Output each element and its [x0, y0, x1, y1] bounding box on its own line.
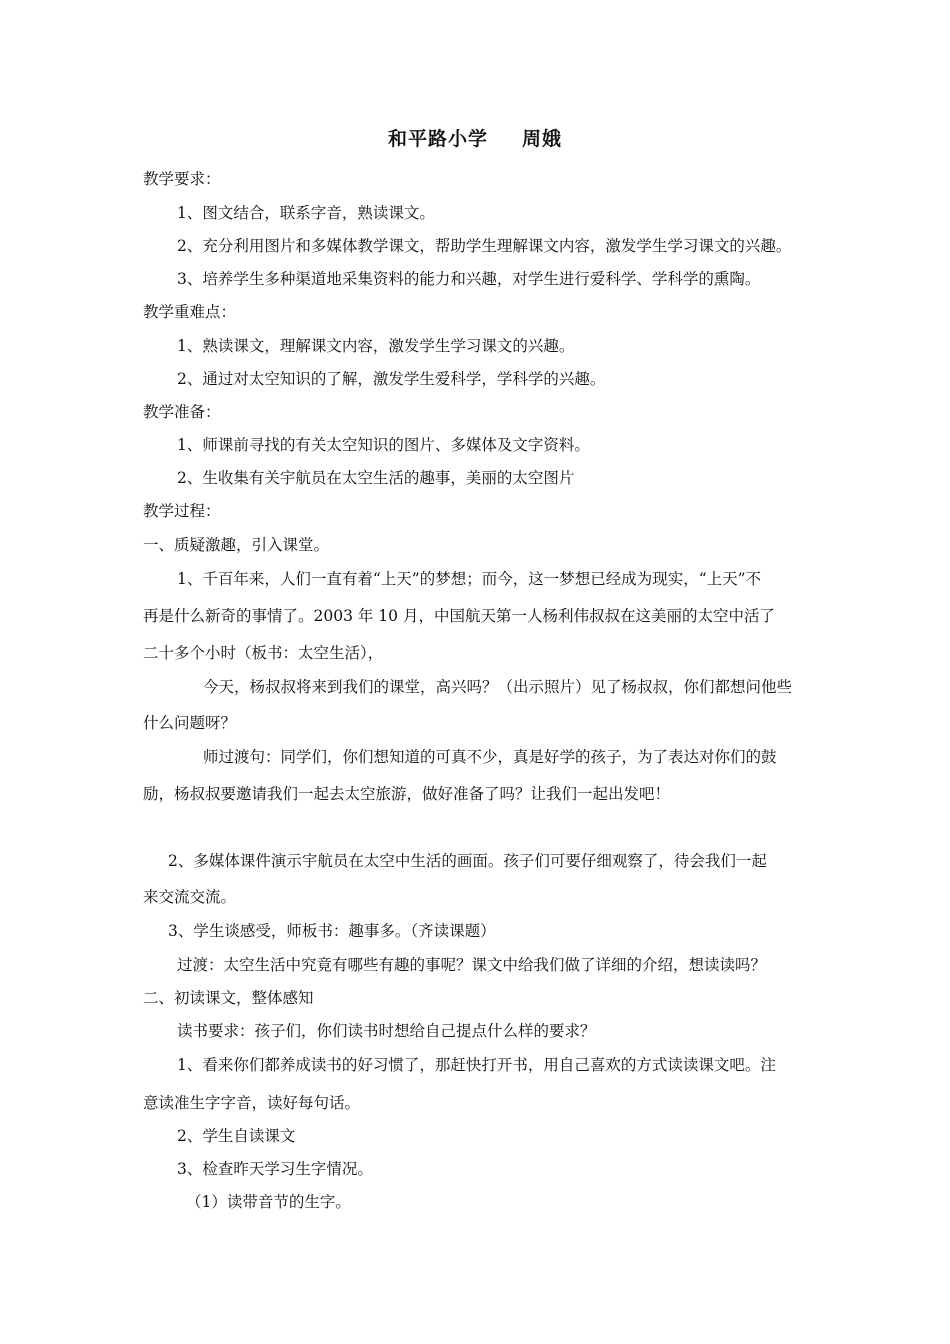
text-line: 1、熟读课文，理解课文内容，激发学生学习课文的兴趣。 [177, 337, 575, 355]
text-line: 2、充分利用图片和多媒体教学课文，帮助学生理解课文内容，激发学生学习课文的兴趣。 [177, 237, 792, 255]
text-line: 1、师课前寻找的有关太空知识的图片、多媒体及文字资料。 [177, 436, 590, 454]
text-line: 再是什么新奇的事情了。2003 年 10 月，中国航天第一人杨利伟叔叔在这美丽的太空中活了 [143, 607, 775, 625]
text-line: 什么问题呀？ [143, 714, 237, 732]
text-line: 励，杨叔叔要邀请我们一起去太空旅游，做好准备了吗？让我们一起出发吧！ [143, 785, 671, 803]
section-heading: 教学过程： [143, 502, 221, 520]
teacher-name: 周娥 [522, 128, 563, 150]
subsection-heading: 二、初读课文，整体感知 [143, 989, 314, 1007]
text-line: 意读准生字字音，读好每句话。 [143, 1094, 361, 1112]
subsection-heading: 一、质疑激趣，引入课堂。 [143, 536, 330, 554]
section-heading: 教学重难点： [143, 303, 237, 321]
section-heading: 教学准备： [143, 403, 221, 421]
text-line: 师过渡句：同学们，你们想知道的可真不少，真是好学的孩子，为了表达对你们的鼓 [203, 748, 777, 766]
school-name: 和平路小学 [387, 128, 488, 150]
text-line: 1、图文结合，联系字音，熟读课文。 [177, 204, 435, 222]
text-line: 2、多媒体课件演示宇航员在太空中生活的画面。孩子们可要仔细观察了，待会我们一起 [168, 852, 767, 870]
text-line: 2、生收集有关宇航员在太空生活的趣事，美丽的太空图片 [177, 469, 575, 487]
text-line: 3、检查昨天学习生字情况。 [177, 1160, 373, 1178]
text-line: 来交流交流。 [143, 888, 237, 906]
text-line: 读书要求：孩子们，你们读书时想给自己提点什么样的要求？ [177, 1022, 596, 1040]
text-line: 2、学生自读课文 [177, 1127, 296, 1145]
text-line: 3、培养学生多种渠道地采集资料的能力和兴趣，对学生进行爱科学、学科学的熏陶。 [177, 270, 761, 288]
text-line: 1、看来你们都养成读书的好习惯了，那赶快打开书，用自己喜欢的方式读读课文吧。注 [177, 1056, 776, 1074]
text-line: 过渡：太空生活中究竟有哪些有趣的事呢？课文中给我们做了详细的介绍，想读读吗？ [177, 956, 767, 974]
text-line: （1）读带音节的生字。 [186, 1193, 351, 1211]
page-title [0, 124, 950, 151]
text-line: 二十多个小时（板书：太空生活）， [143, 644, 384, 662]
section-heading: 教学要求： [143, 170, 221, 188]
text-line: 1、千百年来，人们一直有着“上天”的梦想；而今，这一梦想已经成为现实，“上天”不 [177, 570, 762, 588]
text-line: 3、学生谈感受，师板书：趣事多。（齐读课题） [168, 922, 496, 940]
text-line: 2、通过对太空知识的了解，激发学生爱科学，学科学的兴趣。 [177, 370, 606, 388]
text-line: 今天，杨叔叔将来到我们的课堂，高兴吗？（出示照片）见了杨叔叔，你们都想问他些 [203, 678, 793, 696]
